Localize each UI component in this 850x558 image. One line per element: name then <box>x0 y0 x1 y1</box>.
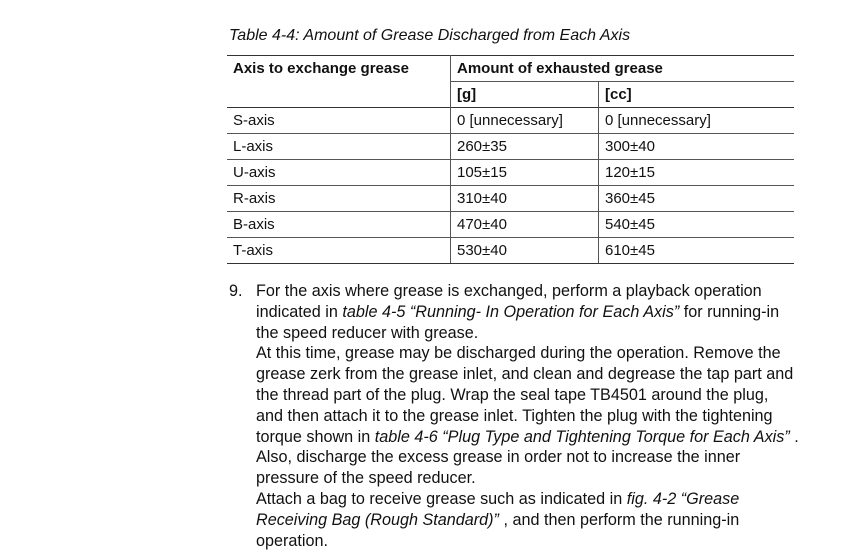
cell-cc: 0 [unnecessary] <box>599 108 795 134</box>
cell-cc: 300±40 <box>599 134 795 160</box>
cell-cc: 120±15 <box>599 160 795 186</box>
step-body <box>256 281 799 551</box>
cell-cc: 540±45 <box>599 212 795 238</box>
table-4-5-reference: table 4-5 “Running- In Operation for Each Axis” <box>342 302 680 321</box>
cell-axis: R-axis <box>227 186 451 212</box>
fig-4-2-reference: fig. 4-2 “Grease Receiving Bag (Rough Standard)” <box>256 489 740 529</box>
step-number: 9. <box>229 282 243 300</box>
p2-text-a: At this time, grease may be discharged during the operation. Remove the grease zerk from the grease inlet, and clean and degrease the tap part and the thread part of the plug. Wrap the seal tape TB4501 around the plug, and then attach it to the grease inlet. Tighten the plug with the tightening torque shown in <box>256 344 794 446</box>
header-axis-blank <box>227 82 451 108</box>
table-row <box>227 160 794 186</box>
table-row <box>227 134 794 160</box>
cell-g: 0 [unnecessary] <box>451 108 599 134</box>
cell-g: 310±40 <box>451 186 599 212</box>
cell-axis: T-axis <box>227 238 451 264</box>
cell-axis: L-axis <box>227 134 451 160</box>
p3-text-b: , and then perform the running-in operation. <box>256 510 740 550</box>
table-caption: Table 4-4: Amount of Grease Discharged from Each Axis <box>229 27 631 44</box>
table-unit-row <box>227 82 794 108</box>
cell-axis: B-axis <box>227 212 451 238</box>
header-axis: Axis to exchange grease <box>233 60 409 78</box>
cell-axis: U-axis <box>227 160 451 186</box>
step-9 <box>229 281 799 551</box>
table-row <box>227 108 794 134</box>
p1-text-b: for running-in the speed reducer with grease. <box>256 302 780 342</box>
p3-text-a: Attach a bag to receive grease such as indicated in <box>256 489 627 508</box>
cell-axis: S-axis <box>227 108 451 134</box>
step-paragraph-3 <box>256 489 799 551</box>
cell-g: 470±40 <box>451 212 599 238</box>
step-paragraph-2 <box>256 343 799 489</box>
header-unit-g: [g] <box>451 82 599 108</box>
table-row <box>227 186 794 212</box>
cell-g: 260±35 <box>451 134 599 160</box>
p1-text-a: For the axis where grease is exchanged, perform a playback operation indicated in <box>256 282 762 321</box>
cell-g: 530±40 <box>451 238 599 264</box>
table-header-row <box>227 56 794 82</box>
step-paragraph-1 <box>256 281 799 343</box>
table-row <box>227 238 794 264</box>
grease-table <box>227 55 794 264</box>
header-unit-cc: [cc] <box>599 82 795 108</box>
cell-cc: 610±45 <box>599 238 795 264</box>
cell-g: 105±15 <box>451 160 599 186</box>
header-amount: Amount of exhausted grease <box>451 56 795 82</box>
table-4-6-reference: table 4-6 “Plug Type and Tightening Torque for Each Axis” <box>374 427 790 446</box>
table-row <box>227 212 794 238</box>
cell-cc: 360±45 <box>599 186 795 212</box>
p2-text-b: . Also, discharge the excess grease in order not to increase the inner pressure of the speed reducer. <box>256 427 799 488</box>
